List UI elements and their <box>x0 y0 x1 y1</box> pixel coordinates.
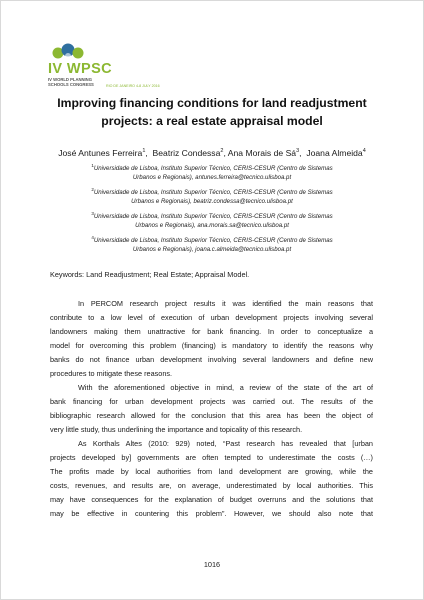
title-line: projects: a real estate appraisal model <box>101 114 323 128</box>
body-line: costs, revenues, and results are, on average, underestimated by local authorities. This <box>50 481 373 490</box>
affiliation-mark: 2 <box>91 187 94 192</box>
author-name: Ana Morais de Sá <box>227 147 297 158</box>
affiliation-mark: 3 <box>91 211 94 216</box>
affiliation-mark: 4 <box>91 235 94 240</box>
author-affiliation-mark: 2 <box>220 148 224 154</box>
body-line: projects developed by] governments are often tempted to underestimate the costs (…) <box>50 453 373 462</box>
affiliation <box>40 162 384 182</box>
affiliation-line: Universidade de Lisboa, Instituto Superior Técnico, CERIS-CESUR (Centro de Sistemas <box>93 213 333 221</box>
congress-logo <box>48 42 168 90</box>
affiliation-mark: 1 <box>91 163 94 168</box>
logo-subtitle-line-2: SCHOOLS CONGRESS <box>48 82 94 87</box>
affiliation-line: Urbanos e Regionais), antunes.ferreira@tecnico.ulisboa.pt <box>132 173 292 181</box>
body-line: The profits made by local authorities from land development are growing, while the <box>50 467 373 476</box>
affiliation <box>40 186 384 206</box>
author-list: José Antunes Ferreira$^1$, Beatriz Condessa$^2$, Ana Morais de $Sá^3$, Joana Almeida$^4$ <box>58 147 366 158</box>
logo-subtitle-line-1: IV WORLD PLANNING <box>48 77 92 82</box>
logo-venue: RIO DE JANEIRO 4-8 JULY 2016 <box>106 84 160 88</box>
body-line: very little study, thus underlining the importance and topicality of this research. <box>50 425 303 434</box>
wpsc-logo-mark-icon <box>50 42 86 62</box>
logo-title: IV WPSC <box>48 61 113 77</box>
author-affiliation-mark: 3 <box>296 148 300 154</box>
body-line: bank financing for urban development projects was carried out. The results of the <box>50 397 373 406</box>
affiliation <box>40 234 384 254</box>
paper-title <box>40 94 384 130</box>
body-line: landowners making them unattractive for bank financing. In order to conceptualize a <box>50 327 373 336</box>
affiliation-line: Universidade de Lisboa, Instituto Superior Técnico, CERIS-CESUR (Centro de Sistemas <box>93 237 333 245</box>
title-line: Improving financing conditions for land readjustment <box>57 96 367 110</box>
affiliation-line: Urbanos e Regionais), joana.c.almeida@tecnico.ulisboa.pt <box>132 245 292 253</box>
author-name: Joana Almeida <box>306 147 363 158</box>
author-affiliation-mark: 4 <box>362 148 366 154</box>
body-line: As Korthals Altes (2010: 929) noted, “Past research has revealed that [urban <box>78 439 373 448</box>
author-name: José Antunes Ferreira <box>58 147 143 158</box>
page-number: 1016 <box>203 560 221 569</box>
body-line: model for overcoming this problem (financing) is mandatory to identify the reasons why <box>50 341 373 350</box>
affiliation-line: Universidade de Lisboa, Instituto Superior Técnico, CERIS-CESUR (Centro de Sistemas <box>93 189 333 197</box>
author-name: Beatriz Condessa <box>152 147 221 158</box>
logo-subtitle <box>48 77 94 87</box>
affiliation <box>40 210 384 230</box>
body-line: In PERCOM research project results it was identified the main reasons that <box>78 299 373 308</box>
body-line: bibliographic research allowed for the conclusion that this area has been the object of <box>50 411 373 420</box>
body-line: banks do not finance urban development involving several landowners and define new <box>50 355 373 364</box>
body-line: contribute to a low level of execution of urban development projects involving several <box>50 313 373 322</box>
body-line: procedures to mitigate these reasons. <box>50 369 173 378</box>
affiliation-line: Urbanos e Regionais), ana.morais.sa@tecnico.ulisboa.pt <box>135 221 289 229</box>
keywords: Keywords: Land Readjustment; Real Estate; Appraisal Model. <box>50 270 250 279</box>
body-line: With the aforementioned objective in mind, a review of the state of the art of <box>78 383 373 392</box>
affiliation-line: Urbanos e Regionais), beatriz.condessa@tecnico.ulisboa.pt <box>131 197 293 205</box>
body-line: may be effective in countering this problem”. However, we should also note that <box>50 509 373 518</box>
affiliation-line: Universidade de Lisboa, Instituto Superior Técnico, CERIS-CESUR (Centro de Sistemas <box>93 165 333 173</box>
body-line: may have consequences for the explanation of budget overruns and the solutions that <box>50 495 373 504</box>
author-affiliation-mark: 1 <box>142 148 146 154</box>
